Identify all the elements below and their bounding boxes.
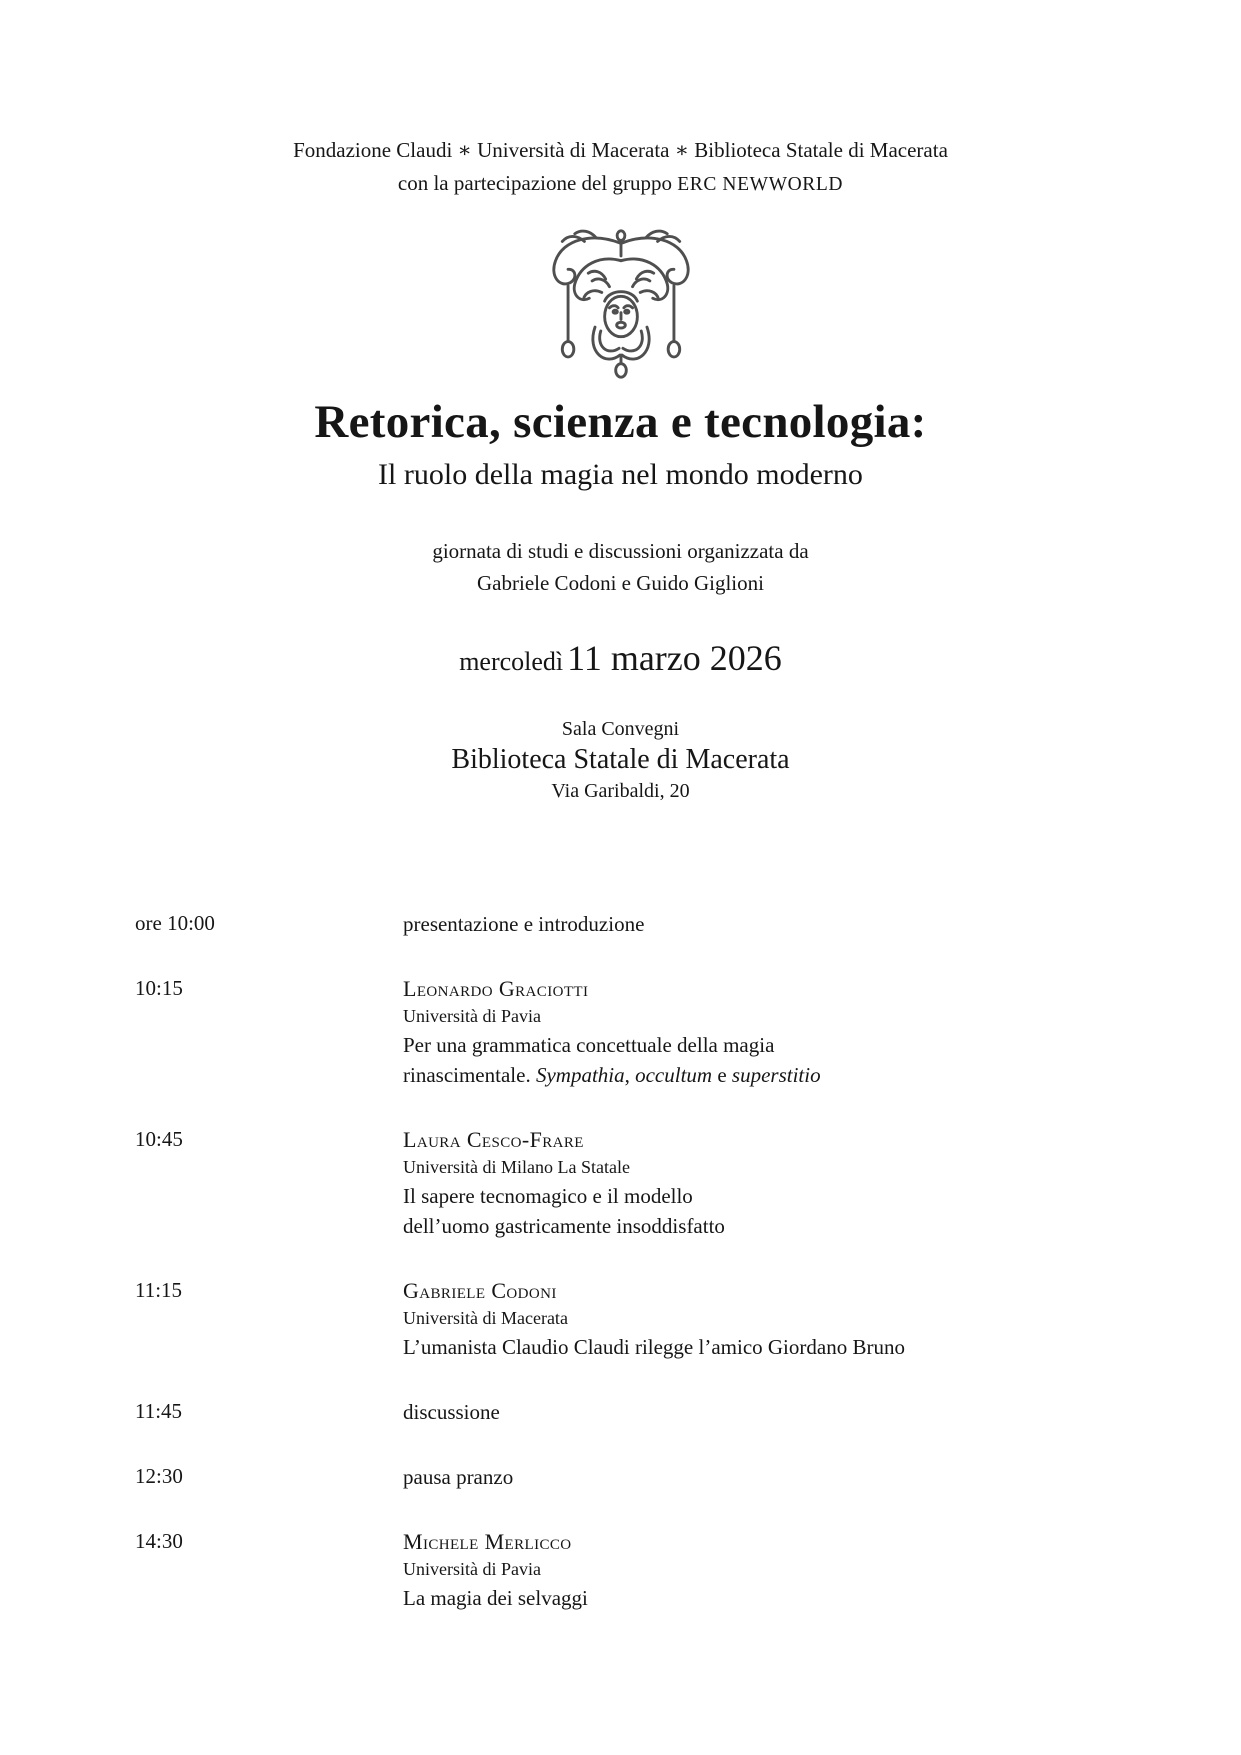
talk-title-line: Il sapere tecnomagico e il modello [403, 1184, 693, 1209]
venue-building: Biblioteca Statale di Macerata [451, 744, 790, 776]
schedule-content [403, 1125, 1161, 1241]
schedule-row [135, 1397, 1161, 1427]
venue-block [0, 715, 1241, 805]
weekday: mercoledì [459, 647, 564, 677]
schedule-row [135, 909, 1161, 939]
schedule-content [403, 1276, 1161, 1362]
speaker-name: Michele Merlicco [403, 1529, 572, 1555]
speaker-affiliation: Università di Pavia [403, 1006, 541, 1027]
venue-room: Sala Convegni [561, 718, 680, 741]
organizer-names: Gabriele Codoni e Guido Giglioni [477, 571, 764, 596]
baroque-mask-icon [523, 227, 719, 381]
talk-title-line: rinascimentale. Sympathia, occultum e superstitio [403, 1063, 821, 1088]
speaker-affiliation: Università di Pavia [403, 1559, 541, 1580]
header-participation-text: con la partecipazione del gruppo [397, 171, 678, 195]
schedule-row [135, 1276, 1161, 1362]
schedule-time: 12:30 [135, 1464, 183, 1489]
schedule-activity: pausa pranzo [403, 1465, 514, 1490]
ornament-engraving [0, 227, 1241, 383]
schedule-row [135, 1125, 1161, 1241]
event-subtitle: Il ruolo della magia nel mondo moderno [378, 458, 863, 492]
schedule-time: 11:15 [135, 1278, 183, 1303]
schedule-row [135, 974, 1161, 1090]
schedule-content [403, 1527, 1161, 1613]
schedule-time: ore 10:00 [135, 911, 215, 936]
schedule-content [403, 1397, 1161, 1427]
schedule-activity: discussione [403, 1400, 500, 1425]
header [0, 0, 1241, 201]
speaker-name: Leonardo Graciotti [403, 976, 589, 1002]
schedule-row [135, 1527, 1161, 1613]
schedule-activity: presentazione e introduzione [403, 912, 645, 937]
header-institutions: Fondazione Claudi ∗ Università di Macerata ∗ Biblioteca Statale di Macerata [293, 138, 948, 162]
event-date: 11 marzo 2026 [567, 638, 782, 679]
talk-title-line: L’umanista Claudio Claudi rilegge l’amico Giordano Bruno [403, 1335, 905, 1360]
speaker-name: Laura Cesco-Frare [403, 1127, 584, 1153]
schedule-content [403, 974, 1161, 1090]
event-title: Retorica, scienza e tecnologia: [314, 396, 927, 448]
schedule-time: 11:45 [135, 1399, 183, 1424]
schedule-row [135, 1462, 1161, 1492]
speaker-affiliation: Università di Milano La Statale [403, 1157, 630, 1178]
speaker-affiliation: Università di Macerata [403, 1308, 568, 1329]
schedule-content [403, 1462, 1161, 1492]
schedule-content [403, 909, 1161, 939]
organizer-line: giornata di studi e discussioni organizzata da [432, 539, 809, 564]
talk-title-line: Per una grammatica concettuale della magia [403, 1033, 775, 1058]
talk-title-line: dell’uomo gastricamente insoddisfatto [403, 1214, 725, 1239]
header-participation [0, 167, 1241, 201]
schedule-time: 10:45 [135, 1127, 183, 1152]
organizer-block [0, 535, 1241, 599]
schedule-time: 14:30 [135, 1529, 183, 1554]
talk-title-line: La magia dei selvaggi [403, 1586, 588, 1611]
header-group-name: ERC NEWWORLD [677, 174, 844, 195]
schedule [0, 909, 1241, 1613]
venue-address: Via Garibaldi, 20 [551, 780, 690, 803]
speaker-name: Gabriele Codoni [403, 1278, 557, 1304]
date-line [0, 637, 1241, 679]
schedule-time: 10:15 [135, 976, 183, 1001]
